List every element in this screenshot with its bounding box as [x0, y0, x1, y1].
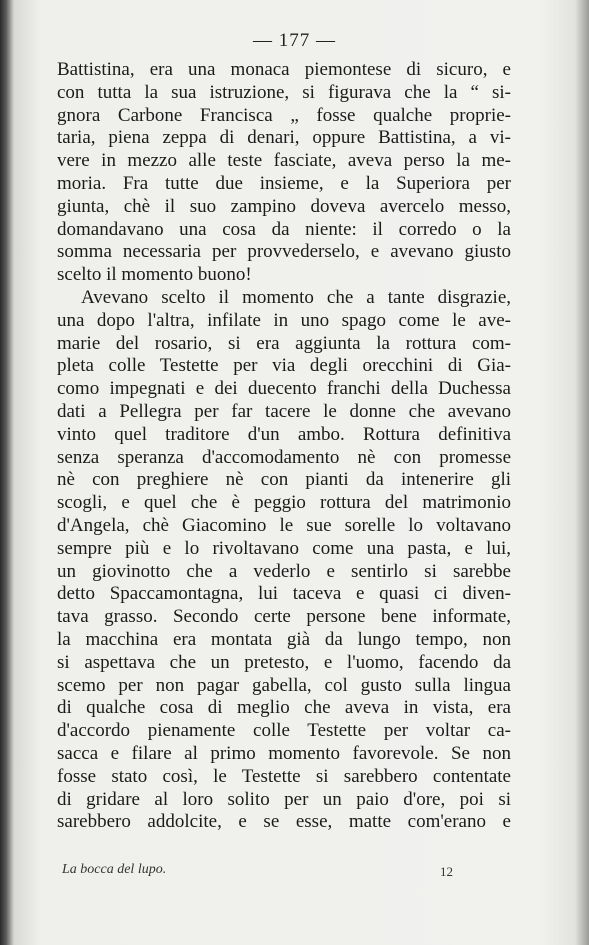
text-line: si aspettava che un pretesto, e l'uomo, facendo da	[57, 651, 511, 673]
text-line: d'accordo pienamente colle Testette per voltar ca-	[57, 720, 511, 742]
text-line: taria, piena zeppa di denari, oppure Battistina, a vi-	[57, 127, 511, 149]
text-line: giunta, chè il suo zampino doveva avercelo messo,	[57, 195, 511, 217]
body-text	[57, 59, 511, 834]
text-line: domandavano una cosa da niente: il corredo o la	[57, 218, 511, 240]
text-line: scemo per non pagar gabella, col gusto sulla lingua	[57, 674, 511, 696]
text-line: pleta colle Testette per via degli orecchini di Gia-	[57, 355, 511, 377]
footer-signature-mark: 12	[440, 864, 453, 879]
text-line: un giovinotto che a vederlo e sentirlo si sarebbe	[57, 560, 511, 582]
text-line: scogli, e quel che è peggio rottura del matrimonio	[57, 492, 511, 514]
paragraph-end-line: scelto il momento buono!	[57, 264, 252, 286]
text-line: con tutta la sua istruzione, si figurava che la “ si-	[57, 81, 511, 103]
text-line: sarebbero addolcite, e se esse, matte com'erano e	[57, 811, 511, 833]
text-line: senza speranza d'accomodamento nè con promesse	[57, 446, 511, 468]
text-line: sacca e filare al primo momento favorevole. Se non	[57, 742, 511, 764]
paragraph-start-line: Avevano scelto il momento che a tante disgrazie,	[81, 286, 511, 308]
text-line: gnora Carbone Francisca „ fosse qualche proprie-	[57, 104, 511, 126]
footer-book-title: La bocca del lupo.	[62, 862, 167, 877]
text-line: Battistina, era una monaca piemontese di sicuro, e	[57, 59, 511, 80]
text-line: como impegnati e dei duecento franchi della Duchessa	[57, 378, 511, 400]
text-line: vere in mezzo alle teste fasciate, aveva perso la me-	[57, 150, 511, 172]
text-line: moria. Fra tutte due insieme, e la Superiora per	[57, 172, 511, 194]
text-line: detto Spaccamontagna, lui taceva e quasi ci diven-	[57, 583, 511, 605]
page-number: — 177 —	[253, 30, 336, 51]
text-line: la macchina era montata già da lungo tempo, non	[57, 628, 511, 650]
text-line: dati a Pellegra per far tacere le donne che avevano	[57, 400, 511, 422]
text-line: somma necessaria per provvederselo, e avevano giusto	[57, 241, 511, 263]
text-line: vinto quel traditore d'un ambo. Rottura definitiva	[57, 423, 511, 445]
text-line: nè con preghiere nè con pianti da intenerire gli	[57, 469, 511, 491]
text-line: d'Angela, chè Giacomino le sue sorelle lo voltavano	[57, 514, 511, 536]
text-line: tava grasso. Secondo certe persone bene informate,	[57, 606, 511, 628]
text-line: di qualche cosa di meglio che aveva in vista, era	[57, 697, 511, 719]
text-line: una dopo l'altra, infilate in uno spago come le ave-	[57, 309, 511, 331]
text-line: marie del rosario, si era aggiunta la rottura com-	[57, 332, 511, 354]
text-line: sempre più e lo rivoltavano come una pasta, e lui,	[57, 537, 511, 559]
text-line: fosse stato così, le Testette si sarebbero contentate	[57, 765, 511, 787]
text-line: di gridare al loro solito per un paio d'ore, poi si	[57, 788, 511, 810]
